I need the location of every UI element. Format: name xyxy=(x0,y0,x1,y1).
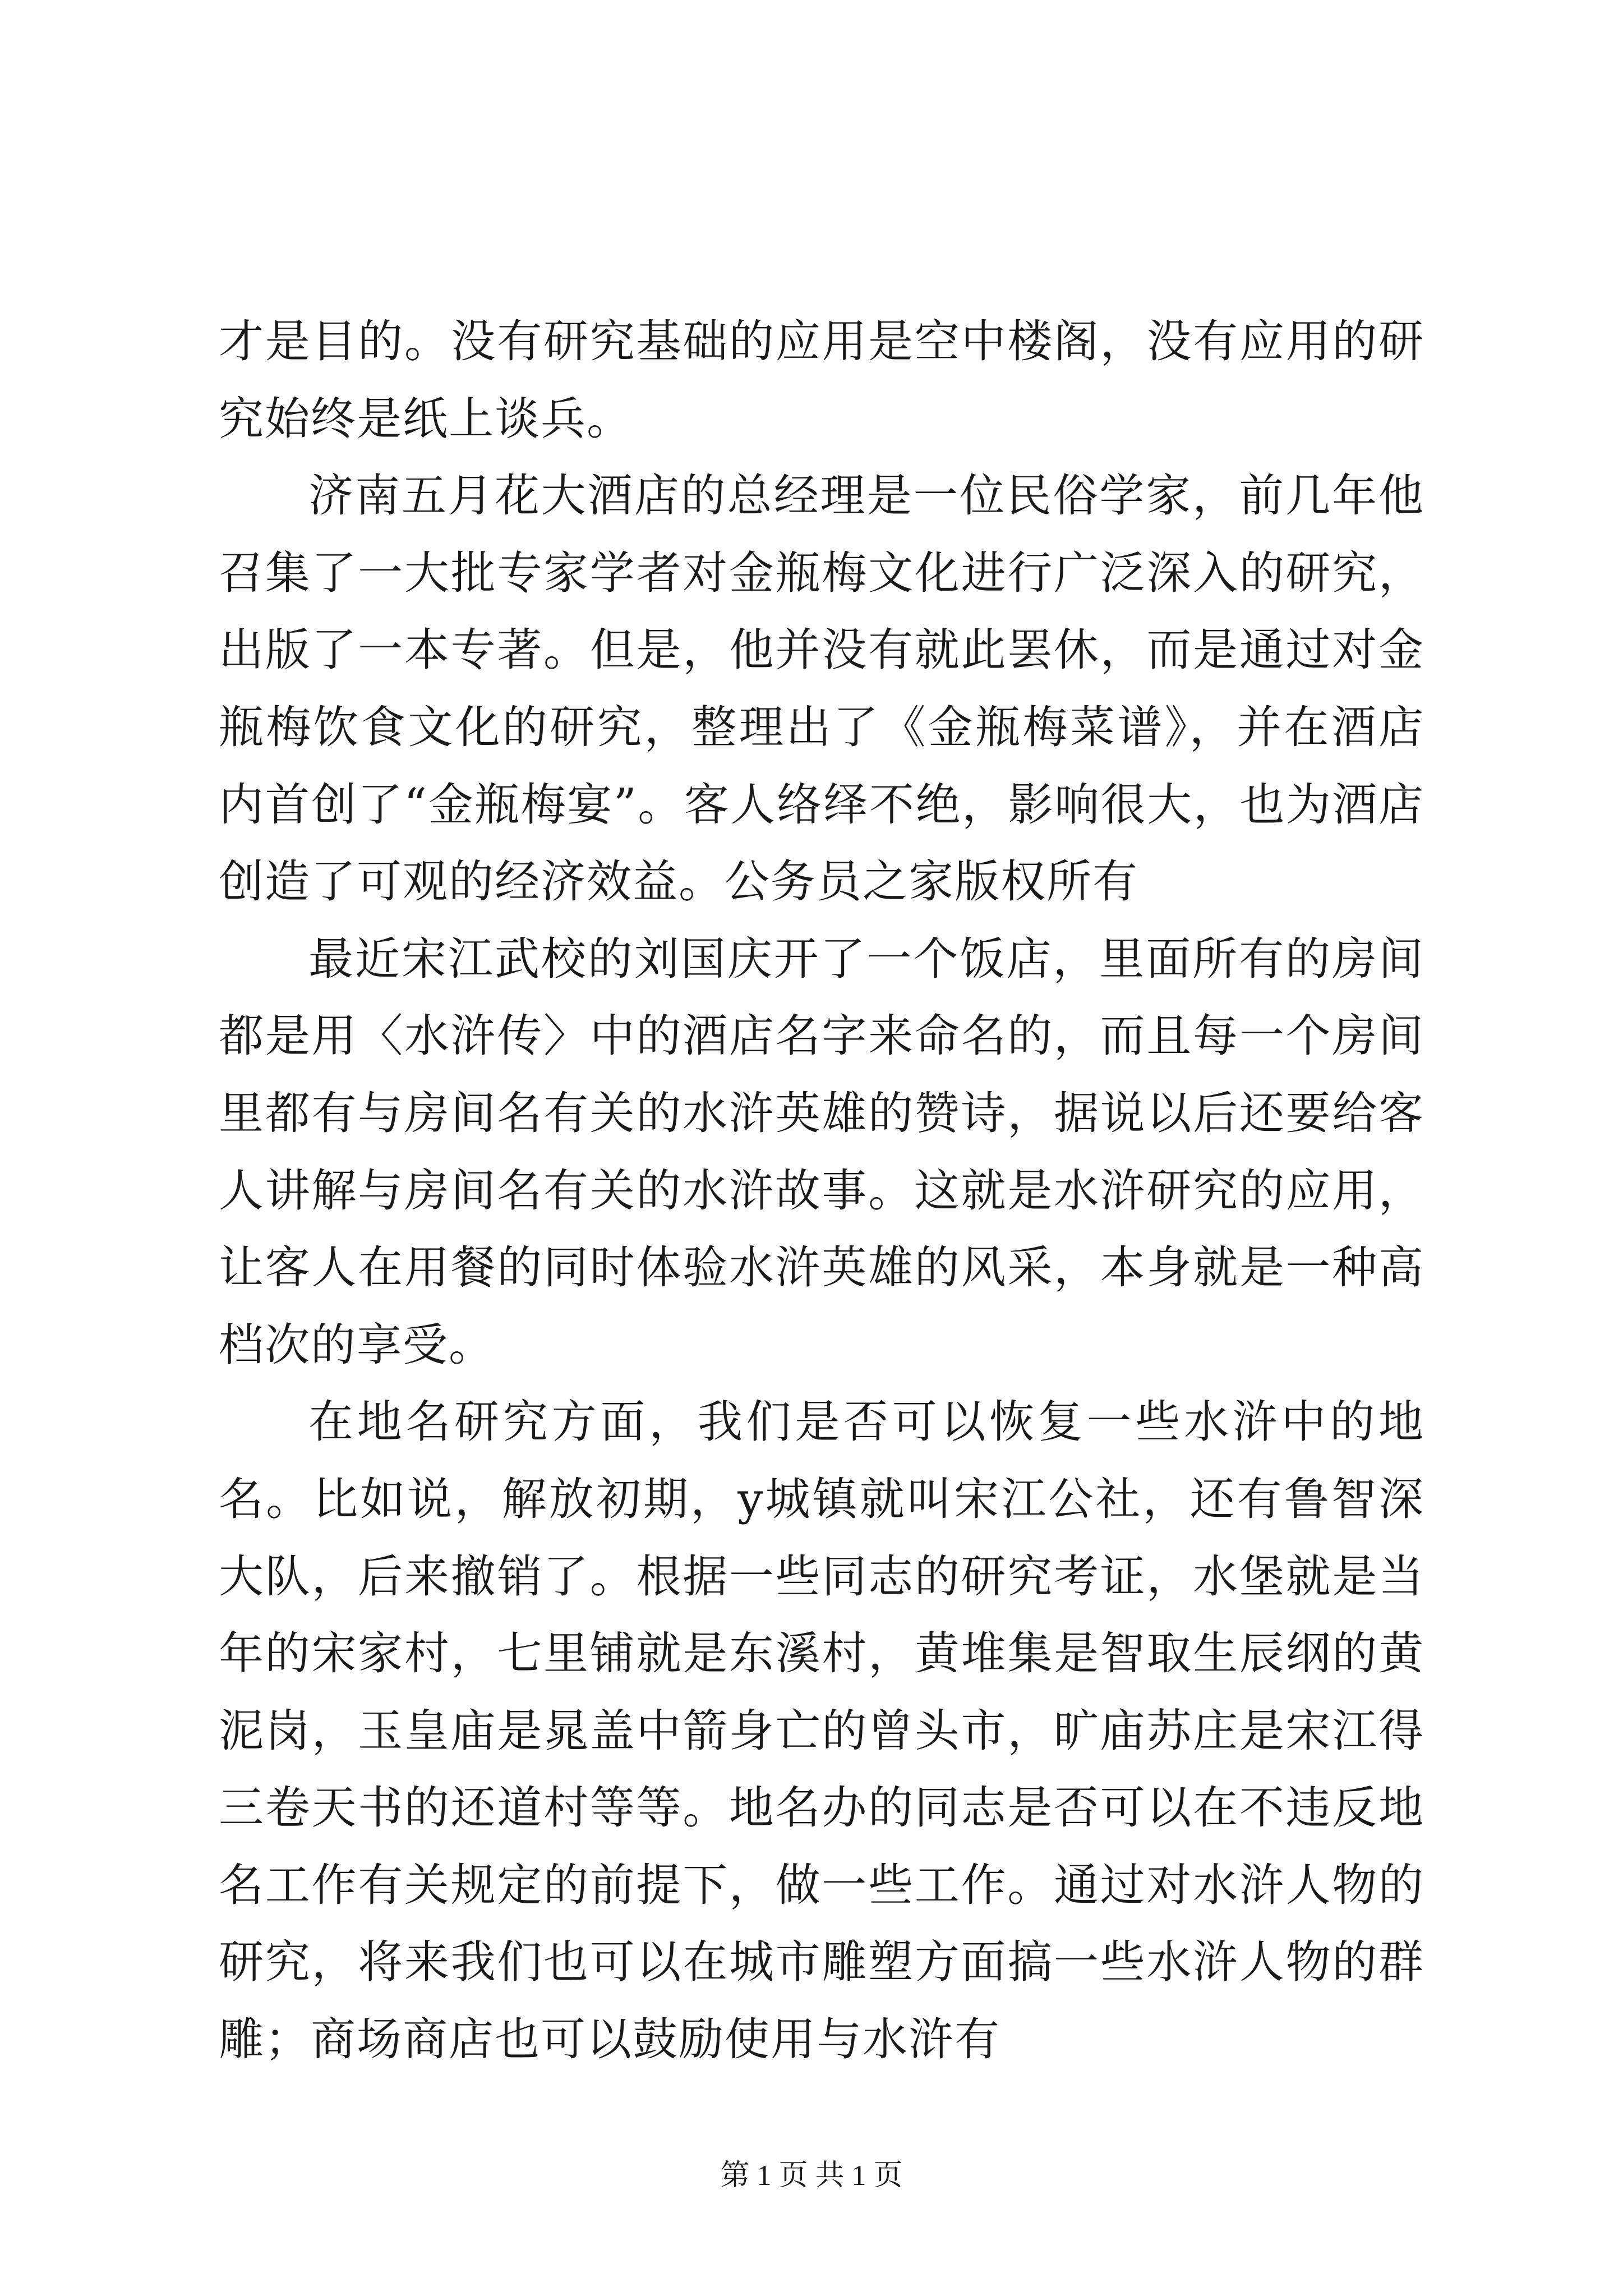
document-body xyxy=(219,303,1424,2078)
paragraph-continuation: 才是目的。没有研究基础的应用是空中楼阁，没有应用的研究始终是纸上谈兵。 xyxy=(219,315,1424,445)
page-footer: 第 1 页 共 1 页 xyxy=(720,2160,903,2192)
paragraph-restaurant: 最近宋江武校的刘国庆开了一个饭店，里面所有的房间都是用〈水浒传〉中的酒店名字来命名的，而且每一个房间里都有与房间名有关的水浒英雄的赞诗，据说以后还要给客人讲解与房间名有关的水浒故事。这就是水浒研究的应用，让客人在用餐的同时体验水浒英雄的风采，本身就是一种高档次的享受。 xyxy=(219,932,1424,1371)
paragraph-hotel: 济南五月花大酒店的总经理是一位民俗学家，前几年他召集了一大批专家学者对金瓶梅文化进行广泛深入的研究，出版了一本专著。但是，他并没有就此罢休，而是通过对金瓶梅饮食文化的研究，整理出了《金瓶梅菜谱》，并在酒店内首创了“金瓶梅宴”。客人络绎不绝，影响很大，也为酒店创造了可观的经济效益。公务员之家版权所有 xyxy=(219,470,1424,908)
paragraph-place-names: 在地名研究方面，我们是否可以恢复一些水浒中的地名。比如说，解放初期，y城镇就叫宋江公社，还有鲁智深大队，后来撤销了。根据一些同志的研究考证，水堡就是当年的宋家村，七里铺就是东溪村，黄堆集是智取生辰纲的黄泥岗，玉皇庙是晁盖中箭身亡的曾头市，旷庙苏庄是宋江得三卷天书的还道村等等。地名办的同志是否可以在不违反地名工作有关规定的前提下，做一些工作。通过对水浒人物的研究，将来我们也可以在城市雕塑方面搞一些水浒人物的群雕；商场商店也可以鼓励使用与水浒有 xyxy=(219,1396,1424,2066)
